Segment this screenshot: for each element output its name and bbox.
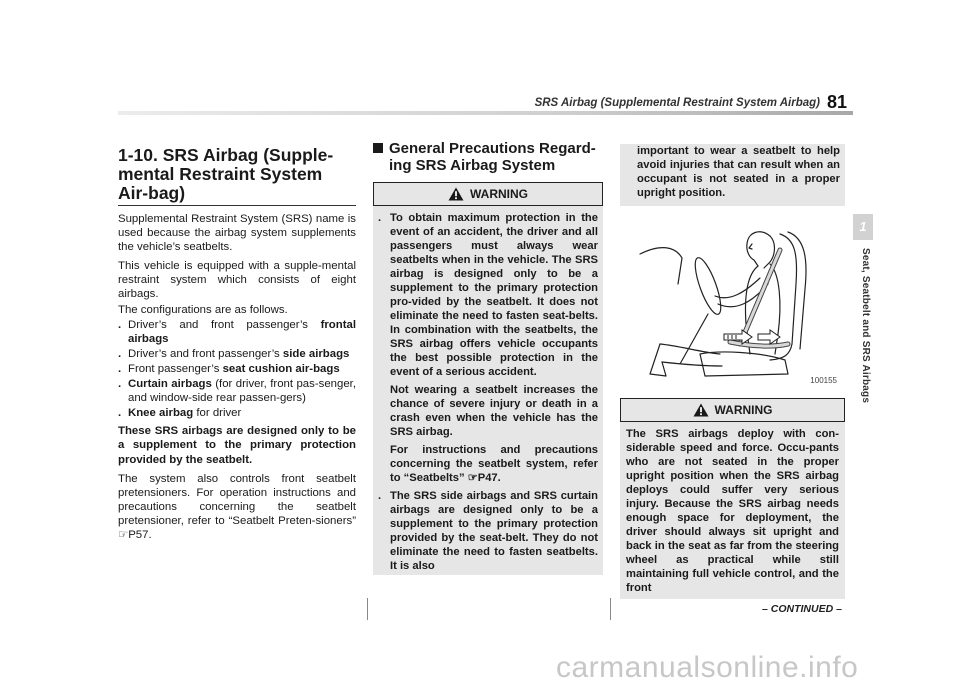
seated-driver-illustration xyxy=(620,214,845,390)
warning-box-2 xyxy=(620,398,845,599)
warning-body-2: The SRS airbags deploy with con-siderable speed and force. Occu-pants who are not seated in the proper upright position when the SRS airbag deploys could suffer very serious injury. Because the SRS airbag needs enough space for deployment, the driver should always sit upright and back in the seat as far from the steering wheel as practical while still maintaining full vehicle control, and the front xyxy=(626,428,839,594)
chapter-label: Seat, Seatbelt and SRS Airbags xyxy=(860,248,871,404)
bullet-icon: . xyxy=(118,407,122,420)
bullet-icon: . xyxy=(118,347,122,360)
bullet-icon: . xyxy=(378,490,382,502)
bullet-icon: . xyxy=(378,212,382,224)
intro-paragraph: Supplemental Restraint System (SRS) name is used because the airbag system supplements the vehicle’s seatbelts. xyxy=(118,213,356,254)
bullet-icon: . xyxy=(118,318,122,331)
column-divider xyxy=(610,598,611,620)
list-item: . Driver’s and front passenger’s side airbags xyxy=(118,347,350,360)
section-title: 1-10. SRS Airbag (Supple-mental Restraint System Air-bag) xyxy=(118,146,356,206)
column-3 xyxy=(620,144,845,599)
list-item: . Front passenger’s seat cushion air-bags xyxy=(118,362,340,375)
configs-lead: The configurations are as follows. xyxy=(118,303,288,316)
illustration-id: 100155 xyxy=(810,375,837,385)
bullet-icon: . xyxy=(118,378,122,391)
warning-subparagraph: For instructions and precautions concerning the seatbelt system, refer to “Seatbelts” ☞P47. xyxy=(390,444,598,484)
driver-seatbelt-icon xyxy=(620,214,845,390)
subsection-heading: General Precautions Regard-ing SRS Airbag System xyxy=(373,140,603,174)
page-number: 81 xyxy=(827,92,848,112)
continued-label: – CONTINUED – xyxy=(762,603,842,615)
warning-continuation-box xyxy=(620,144,845,206)
column-2 xyxy=(373,140,603,575)
warning-header-2: WARNING xyxy=(620,398,845,422)
supplement-note: These SRS airbags are designed only to be a supplement to the primary protection provided by the seatbelt. xyxy=(118,425,356,466)
warning-item: . To obtain maximum protection in the event of an accident, the driver and all passengers must always wear seatbelts when in the vehicle. The SRS airbag is designed only to be a supplement to the primary protection pro-vided by the seatbelt. It does not eliminate the need to fasten seat-belts. In combination with the seatbelts, the SRS airbag offers vehicle occupants the best possible protection in the event of a serious accident. xyxy=(378,212,598,378)
header-rule xyxy=(118,111,853,115)
bullet-icon: . xyxy=(118,362,122,375)
warning-item: . The SRS side airbags and SRS curtain airbags are designed only to be a supplement to the primary protection provided by the seat-belt. They do not eliminate the need to fasten seatbelts. It is also xyxy=(378,490,598,572)
chapter-tab: 1 xyxy=(853,214,873,240)
warning-subparagraph: Not wearing a seatbelt increases the chance of severe injury or death in a crash even when the vehicle has the SRS airbag. xyxy=(390,384,598,438)
warning-triangle-icon xyxy=(693,403,709,417)
running-header-title: SRS Airbag (Supplemental Restraint System Airbag) xyxy=(534,97,820,109)
pretensioner-paragraph: The system also controls front seatbelt pretensioners. For operation instructions and precautions concerning the seatbelt pretensioner, refer to “Seatbelt Preten-sioners” ☞P57. xyxy=(118,472,356,541)
warning-continuation: important to wear a seatbelt to help avoid injuries that can result when an occupant is not seated in a proper upright position. xyxy=(637,145,840,199)
equipped-paragraph: This vehicle is equipped with a supple-mental restraint system which consists of eight airbags. xyxy=(118,260,356,301)
list-item: . Knee airbag for driver xyxy=(118,407,242,420)
warning-triangle-icon xyxy=(448,187,464,201)
square-bullet-icon xyxy=(373,143,383,153)
warning-header: WARNING xyxy=(373,182,603,206)
list-item: . Driver’s and front passenger’s frontal airbags xyxy=(118,318,356,345)
config-list xyxy=(118,318,356,421)
watermark: carmanualsonline.info xyxy=(556,651,859,684)
warning-box xyxy=(373,182,603,575)
list-item: . Curtain airbags (for driver, front pas-senger, and window-side rear passen-gers) xyxy=(118,378,356,405)
column-1 xyxy=(118,146,356,547)
column-divider xyxy=(367,598,368,620)
warning-body xyxy=(373,211,603,573)
